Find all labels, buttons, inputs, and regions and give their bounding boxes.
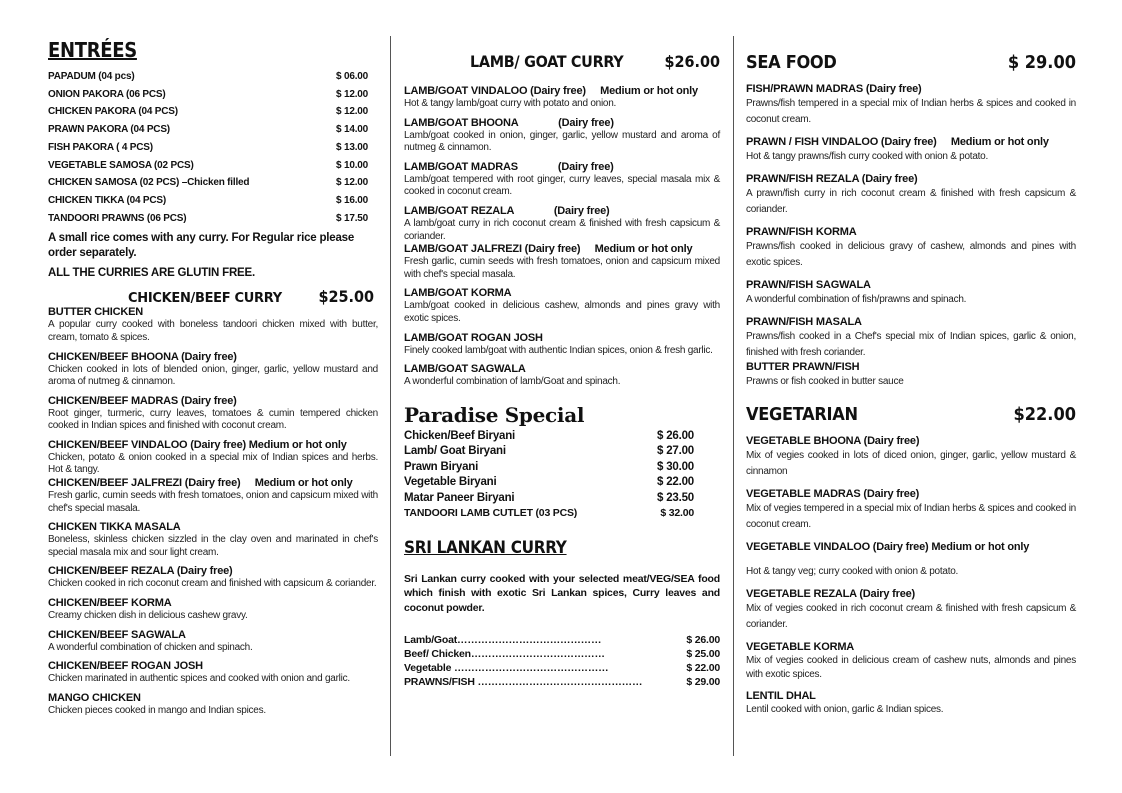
item-desc: Chicken, potato & onion cooked in a special mix of Indian spices and herbs. Hot & tangy. [48, 451, 378, 476]
paradise-price: $ 26.00 [657, 429, 694, 442]
item-name: VEGETABLE KORMA [746, 641, 855, 653]
vegetarian-list [746, 435, 1076, 717]
menu-item [404, 287, 720, 325]
item-name: LAMB/GOAT REZALA (Dairy free) [404, 204, 610, 217]
item-name: LAMB/GOAT MADRAS (Dairy free) [404, 160, 614, 173]
item-desc: Lamb/goat cooked in delicious cashew, almonds and pines gravy with exotic spices. [404, 300, 720, 324]
item-name: LENTIL DHAL [746, 690, 816, 702]
menu-item [404, 332, 720, 358]
item-desc: A lamb/goat curry in rich coconut cream & finished with fresh capsicum & coriander. [404, 217, 720, 242]
entree-name: VEGETABLE SAMOSA (02 PCS) [48, 159, 194, 171]
seafood-price: $ 29.00 [1007, 52, 1076, 73]
menu-item [746, 361, 1076, 390]
item-desc: A wonderful combination of chicken and spinach. [48, 641, 253, 653]
srilankan-price: $ 26.00 [686, 634, 720, 647]
paradise-price: $ 30.00 [657, 460, 694, 473]
menu-item [48, 660, 378, 686]
srilankan-name: PRAWNS/FISH ………………………………………… [404, 676, 643, 689]
item-desc: A wonderful combination of fish/prawns and spinach. [746, 294, 967, 305]
entree-row [48, 68, 378, 86]
item-name: CHICKEN/BEEF KORMA [48, 597, 172, 610]
item-name: LAMB/GOAT BHOONA (Dairy free) [404, 116, 614, 129]
menu-item [746, 641, 1076, 682]
chicken-title: CHICKEN/BEEF CURRY [128, 291, 282, 307]
menu-item [404, 205, 720, 243]
item-name: VEGETABLE REZALA (Dairy free) [746, 588, 916, 600]
paradise-name: Chicken/Beef Biryani [404, 429, 516, 442]
paradise-price: $ 32.00 [660, 507, 694, 520]
menu-item [746, 136, 1076, 165]
entree-name: PRAWN PAKORA (04 PCS) [48, 124, 170, 136]
srilankan-price: $ 29.00 [686, 676, 720, 689]
entree-price: $ 10.00 [336, 159, 368, 171]
item-desc: Hot & tangy prawns/fish curry cooked with onion & potato. [746, 151, 988, 162]
item-desc: Lamb/goat tempered with root ginger, curry leaves, special masala mix & cooked in coconut cream. [404, 173, 720, 198]
menu-item [48, 477, 378, 515]
seafood-section-header [746, 52, 1076, 73]
column-divider-1 [390, 36, 391, 756]
item-desc: Fresh garlic, cumin seeds with fresh tomatoes, onion and capsicum mixed with chef's special masala. [404, 256, 720, 280]
srilankan-price: $ 22.00 [686, 662, 720, 675]
menu-item [48, 692, 378, 718]
entree-price: $ 12.00 [336, 177, 368, 189]
paradise-price: $ 23.50 [657, 491, 694, 504]
srilankan-list [404, 633, 720, 689]
srilankan-title: SRI LANKAN CURRY [404, 537, 567, 558]
srilankan-price: $ 25.00 [686, 648, 720, 661]
item-name: CHICKEN/BEEF VINDALOO (Dairy free) Medium or hot only [48, 438, 347, 451]
item-name: FISH/PRAWN MADRAS (Dairy free) [746, 83, 922, 95]
item-name: LAMB/GOAT SAGWALA [404, 363, 526, 376]
srilankan-row [404, 675, 720, 689]
menu-item [48, 439, 378, 477]
menu-item [746, 316, 1076, 361]
item-desc: Hot & tangy lamb/goat curry with potato and onion. [404, 98, 617, 109]
item-name: CHICKEN TIKKA MASALA [48, 521, 181, 534]
seafood-title: SEA FOOD [746, 52, 837, 73]
item-name: CHICKEN/BEEF BHOONA (Dairy free) [48, 350, 237, 363]
item-name: CHICKEN/BEEF SAGWALA [48, 628, 186, 641]
paradise-list [404, 429, 720, 522]
item-name: LAMB/GOAT KORMA [404, 287, 512, 300]
entree-price: $ 12.00 [336, 88, 368, 100]
menu-item [48, 521, 378, 559]
menu-item [746, 488, 1076, 533]
lamb-title: LAMB/ GOAT CURRY [470, 52, 624, 71]
item-desc: Chicken cooked in rich coconut cream and finished with capsicum & coriander. [48, 578, 377, 590]
item-name: LAMB/GOAT JALFREZI (Dairy free) Medium or hot only [404, 243, 693, 256]
paradise-row [404, 444, 720, 460]
item-desc: Finely cooked lamb/goat with authentic Indian spices, onion & fresh garlic. [404, 344, 713, 356]
item-name: PRAWN / FISH VINDALOO (Dairy free) Medium or hot only [746, 136, 1049, 148]
paradise-name: TANDOORI LAMB CUTLET (03 PCS) [404, 507, 578, 520]
entree-price: $ 17.50 [336, 212, 368, 224]
menu-item [746, 279, 1076, 308]
menu-column-middle [404, 52, 720, 689]
item-desc: Creamy chicken dish in delicious cashew gravy. [48, 610, 248, 622]
entree-row [48, 210, 378, 228]
paradise-row [404, 460, 720, 476]
item-desc: Lentil cooked with onion, garlic & Indian spices. [746, 704, 944, 715]
item-desc: Lamb/goat cooked in onion, ginger, garlic, yellow mustard and aroma of nutmeg & cinnamon. [404, 129, 720, 154]
entree-name: FISH PAKORA ( 4 PCS) [48, 141, 153, 153]
item-desc: Chicken pieces cooked in mango and Indian spices. [48, 704, 266, 716]
item-name: CHICKEN/BEEF JALFREZI (Dairy free) Medium or hot only [48, 477, 353, 490]
entree-row [48, 86, 378, 104]
item-name: CHICKEN/BEEF MADRAS (Dairy free) [48, 394, 237, 407]
lamb-list [404, 85, 720, 389]
chicken-price: $25.00 [318, 287, 374, 307]
item-name: LAMB/GOAT ROGAN JOSH [404, 331, 543, 344]
item-desc: Prawns/fish cooked in a Chef's special mix of Indian spices, garlic & onion, finished with fresh coriander. [746, 331, 1076, 358]
entree-name: PAPADUM (04 pcs) [48, 71, 135, 82]
item-name: VEGETABLE VINDALOO (Dairy free) Medium or hot only [746, 541, 1030, 553]
item-desc: Fresh garlic, cumin seeds with fresh tomatoes, onion and capsicum mixed with chef's special masala. [48, 490, 378, 514]
entree-row [48, 157, 378, 175]
item-name: VEGETABLE MADRAS (Dairy free) [746, 488, 920, 500]
paradise-price: $ 27.00 [657, 445, 694, 458]
item-desc: Mix of vegies cooked in delicious cream of cashew nuts, almonds and pines with exotic spices. [746, 655, 1076, 680]
menu-item [48, 306, 378, 344]
menu-item [746, 541, 1076, 580]
vegetarian-title: VEGETARIAN [746, 404, 858, 425]
item-desc: Prawns/fish tempered in a special mix of Indian herbs & spices and cooked in coconut cream. [746, 98, 1076, 125]
entree-price: $ 06.00 [336, 71, 368, 82]
paradise-row [404, 475, 720, 491]
srilankan-name: Beef/ Chicken………………………………… [404, 648, 605, 661]
menu-column-left [48, 38, 378, 717]
paradise-name: Vegetable Biryani [404, 476, 497, 489]
entree-name: CHICKEN TIKKA (04 PCS) [48, 194, 167, 206]
paradise-row [404, 506, 720, 522]
entree-row [48, 121, 378, 139]
item-desc: Mix of vegies tempered in a special mix of Indian herbs & spices and cooked in coconut cream. [746, 503, 1076, 530]
srilankan-row [404, 661, 720, 675]
menu-item [746, 588, 1076, 633]
entree-price: $ 14.00 [336, 124, 368, 136]
item-desc: Boneless, skinless chicken sizzled in the clay oven and marinated in chef's special masala mix and sour light cream. [48, 534, 378, 558]
paradise-name: Matar Paneer Biryani [404, 491, 515, 504]
item-name: PRAWN/FISH SAGWALA [746, 279, 871, 291]
seafood-list [746, 83, 1076, 390]
menu-item [48, 565, 378, 591]
item-name: LAMB/GOAT VINDALOO (Dairy free) Medium or hot only [404, 85, 698, 97]
entree-row [48, 192, 378, 210]
lamb-price: $26.00 [664, 52, 720, 71]
entree-name: CHICKEN SAMOSA (02 PCS) –Chicken filled [48, 177, 250, 189]
lamb-section-header [404, 52, 720, 71]
menu-item [48, 351, 378, 389]
menu-item [404, 85, 720, 111]
entree-name: CHICKEN PAKORA (04 PCS) [48, 106, 178, 118]
item-name: CHICKEN/BEEF REZALA (Dairy free) [48, 565, 233, 578]
menu-item [746, 226, 1076, 271]
paradise-row [404, 429, 720, 445]
item-name: PRAWN/FISH REZALA (Dairy free) [746, 173, 918, 185]
srilankan-row [404, 647, 720, 661]
menu-column-right [746, 52, 1076, 717]
item-desc: Mix of vegies cooked in rich coconut cream & finished with fresh capsicum & coriander. [746, 603, 1076, 630]
paradise-title: Paradise Special [404, 402, 585, 427]
menu-item [746, 173, 1076, 218]
entrees-title: ENTRÉES [48, 38, 137, 62]
entree-price: $ 12.00 [336, 106, 368, 118]
menu-item [404, 363, 720, 389]
item-name: CHICKEN/BEEF ROGAN JOSH [48, 660, 203, 673]
srilankan-name: Lamb/Goat…………………………………… [404, 634, 602, 647]
item-name: MANGO CHICKEN [48, 691, 141, 704]
entree-price: $ 16.00 [336, 194, 368, 206]
menu-item [746, 690, 1076, 717]
item-name: PRAWN/FISH KORMA [746, 226, 857, 238]
item-desc: Prawns or fish cooked in butter sauce [746, 376, 904, 387]
paradise-row [404, 491, 720, 507]
item-desc: Chicken cooked in lots of blended onion, ginger, garlic, yellow mustard and aroma of nutmeg & cinnamon. [48, 363, 378, 388]
menu-item [48, 395, 378, 433]
item-desc: A prawn/fish curry in rich coconut cream & finished with fresh capsicum & coriander. [746, 188, 1076, 215]
paradise-price: $ 22.00 [657, 476, 694, 489]
chicken-section-header [48, 287, 378, 306]
entree-name: ONION PAKORA (06 PCS) [48, 88, 166, 100]
item-desc: Hot & tangy veg; curry cooked with onion & potato. [746, 566, 959, 577]
entree-row [48, 139, 378, 157]
column-divider-2 [733, 36, 734, 756]
entree-row [48, 103, 378, 121]
paradise-name: Lamb/ Goat Biryani [404, 445, 506, 458]
item-desc: A popular curry cooked with boneless tandoori chicken mixed with butter, cream, tomato & spices. [48, 319, 378, 343]
rice-note: A small rice comes with any curry. For Regular rice please order separately. [48, 232, 355, 260]
menu-item [404, 117, 720, 155]
item-desc: Mix of vegies cooked in lots of diced onion, ginger, garlic, yellow mustard & cinnamon [746, 450, 1076, 477]
entrees-list [48, 68, 378, 227]
srilankan-name: Vegetable ……………………………………… [404, 662, 609, 675]
item-name: PRAWN/FISH MASALA [746, 316, 862, 328]
item-name: BUTTER PRAWN/FISH [746, 361, 860, 373]
item-desc: Chicken marinated in authentic spices and cooked with onion and garlic. [48, 673, 350, 685]
menu-item [746, 435, 1076, 480]
srilankan-row [404, 633, 720, 647]
vegetarian-section-header [746, 404, 1076, 425]
menu-item [48, 597, 378, 623]
srilankan-desc: Sri Lankan curry cooked with your selected meat/VEG/SEA food which finish with exotic Sri Lankan spices, Curry leaves and coconut powder. [404, 572, 720, 614]
entree-row [48, 174, 378, 192]
menu-item [48, 629, 378, 655]
item-desc: Root ginger, turmeric, curry leaves, tomatoes & cumin tempered chicken cooked in Indian spices and finished with coconut cream. [48, 407, 378, 432]
paradise-name: Prawn Biryani [404, 460, 479, 473]
item-name: BUTTER CHICKEN [48, 306, 143, 319]
item-desc: Prawns/fish cooked in delicious gravy of cashew, almonds and pines with exotic spices. [746, 241, 1076, 268]
entree-price: $ 13.00 [336, 141, 368, 153]
item-desc: A wonderful combination of lamb/Goat and spinach. [404, 376, 621, 388]
item-name: VEGETABLE BHOONA (Dairy free) [746, 435, 920, 447]
menu-item [746, 83, 1076, 128]
menu-item [404, 243, 720, 281]
gluten-note: ALL THE CURRIES ARE GLUTIN FREE. [48, 267, 255, 280]
entree-name: TANDOORI PRAWNS (06 PCS) [48, 212, 187, 224]
vegetarian-price: $22.00 [1013, 404, 1076, 425]
chicken-list [48, 306, 378, 717]
menu-item [404, 161, 720, 199]
